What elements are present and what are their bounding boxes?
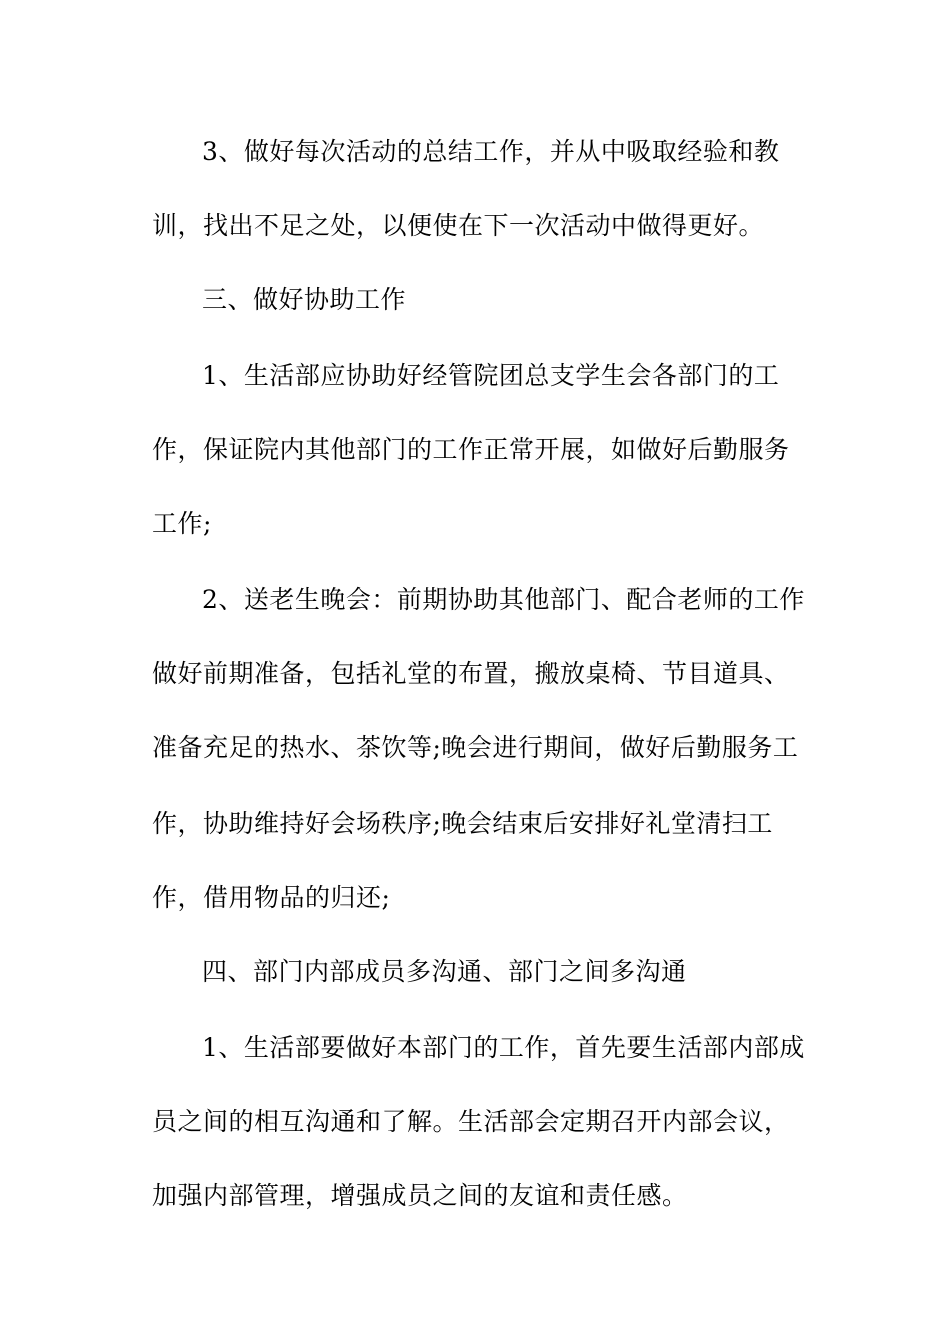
text-line-9: 准备充足的热水、茶饮等;晚会进行期间，做好后勤服务工 xyxy=(152,733,799,762)
text-line-10: 作，协助维持好会场秩序;晚会结束后安排好礼堂清扫工 xyxy=(152,809,773,838)
text-line-6: 工作; xyxy=(152,509,212,538)
section-heading-4: 四、部门内部成员多沟通、部门之间多沟通 xyxy=(202,957,687,986)
text-line-1: 3、做好每次活动的总结工作，并从中吸取经验和教 xyxy=(202,137,780,166)
text-line-7: 2、送老生晚会：前期协助其他部门、配合老师的工作 xyxy=(202,585,805,614)
text-line-5: 作，保证院内其他部门的工作正常开展，如做好后勤服务 xyxy=(152,435,790,464)
text-line-13: 1、生活部要做好本部门的工作，首先要生活部内部成 xyxy=(202,1033,805,1062)
text-line-15: 加强内部管理，增强成员之间的友谊和责任感。 xyxy=(152,1181,688,1210)
text-line-11: 作，借用物品的归还; xyxy=(152,883,391,912)
text-line-14: 员之间的相互沟通和了解。生活部会定期召开内部会议， xyxy=(152,1107,790,1136)
text-line-8: 做好前期准备，包括礼堂的布置，搬放桌椅、节目道具、 xyxy=(152,659,790,688)
section-heading-3: 三、做好协助工作 xyxy=(202,285,407,314)
text-line-2: 训，找出不足之处，以便使在下一次活动中做得更好。 xyxy=(152,211,765,240)
text-line-4: 1、生活部应协助好经管院团总支学生会各部门的工 xyxy=(202,361,780,390)
